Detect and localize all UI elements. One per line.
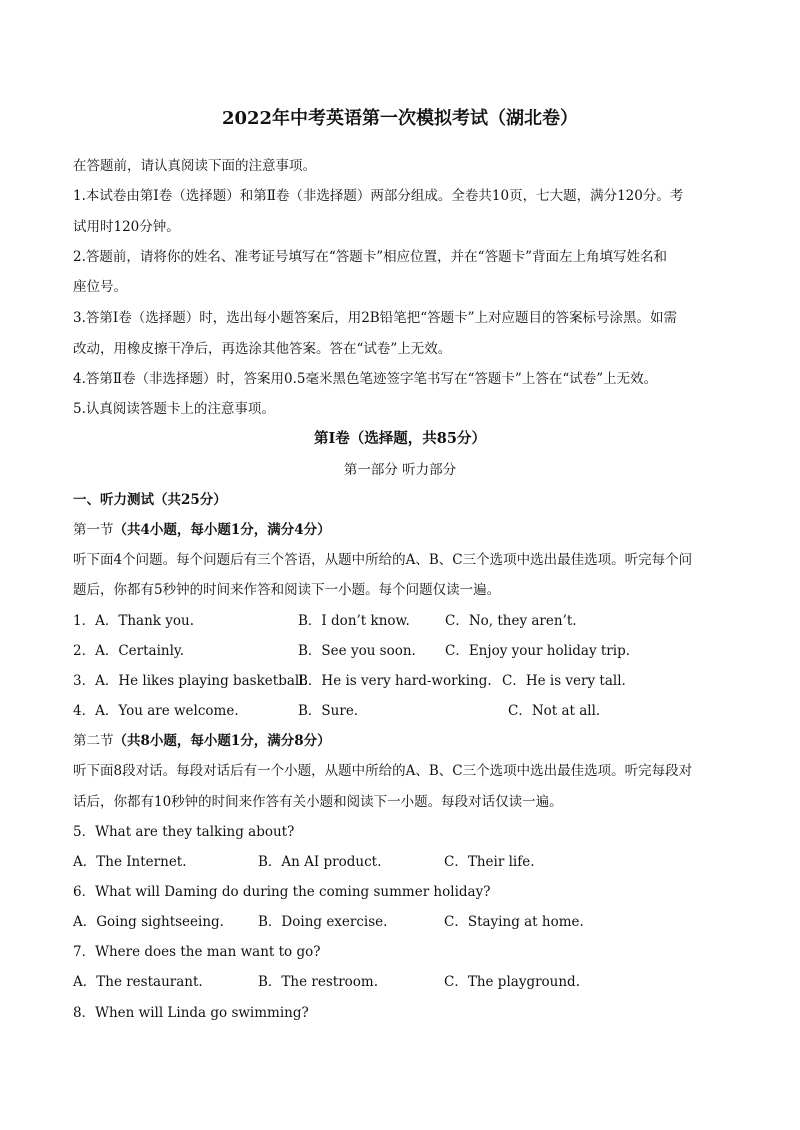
subsection-1-heading <box>73 518 727 538</box>
question-2 <box>0 639 800 659</box>
question-2-option-c: C．Enjoy your holiday trip. <box>445 643 630 659</box>
question-4 <box>0 699 800 719</box>
question-7-stem: 7．Where does the man want to go? <box>73 944 321 960</box>
question-3-option-a: 3．A．He likes playing basketball. <box>73 673 308 689</box>
exam-title: 2022年中考英语第一次模拟考试（湖北卷） <box>221 108 579 129</box>
question-2-option-a: 2．A．Certainly. <box>73 643 185 659</box>
question-7-option-a: A．The restaurant. <box>73 974 203 990</box>
question-5-option-a: A．The Internet. <box>73 854 187 870</box>
question-1-option-b: B．I don’t know. <box>298 613 410 629</box>
subsection-2-prefix: 第二节 <box>73 733 114 749</box>
question-8-stem: 8．When will Linda go swimming? <box>73 1005 309 1021</box>
notice-1-line-2: 试用时120分钟。 <box>73 219 180 235</box>
question-1-option-a: 1．A．Thank you. <box>73 613 194 629</box>
part-1-heading: 第一部分 听力部分 <box>343 462 457 478</box>
volume-1-heading: 第Ⅰ卷（选择题，共85分） <box>314 430 486 447</box>
question-5-stem: 5．What are they talking about? <box>73 824 295 840</box>
subsection-2-instructions-line-2: 话后，你都有10秒钟的时间来作答有关小题和阅读下一小题。每段对话仅读一遍。 <box>73 794 563 810</box>
question-6-option-a: A．Going sightseeing. <box>73 914 224 930</box>
subsection-2-info: （共8小题，每小题1分，满分8分） <box>113 733 331 749</box>
question-5-options <box>0 850 800 870</box>
question-7-option-c: C．The playground. <box>444 974 580 990</box>
question-7-options <box>0 970 800 990</box>
subsection-1-instructions-line-2: 题后，你都有5秒钟的时间来作答和阅读下一小题。每个问题仅读一遍。 <box>73 582 501 598</box>
question-6-options <box>0 910 800 930</box>
question-5-option-b: B．An AI product. <box>258 854 382 870</box>
question-5-option-c: C．Their life. <box>444 854 535 870</box>
subsection-1-instructions-line-1: 听下面4个问题。每个问题后有三个答语，从题中所给的A、B、C三个选项中选出最佳选项。听完每个问 <box>73 552 693 568</box>
subsection-1-prefix: 第一节 <box>73 522 114 538</box>
question-4-option-c: C．Not at all. <box>508 703 601 719</box>
notice-2-line-1: 2.答题前，请将你的姓名、准考证号填写在“答题卡”相应位置，并在“答题卡”背面左上角填写姓名和 <box>73 249 667 265</box>
question-3 <box>0 669 800 689</box>
question-6-option-b: B．Doing exercise. <box>258 914 388 930</box>
notice-2-line-2: 座位号。 <box>73 279 127 295</box>
question-2-option-b: B．See you soon. <box>298 643 416 659</box>
question-1-option-c: C．No, they aren’t. <box>445 613 577 629</box>
question-4-option-a: 4．A．You are welcome. <box>73 703 239 719</box>
question-6-stem: 6．What will Daming do during the coming summer holiday? <box>73 884 491 900</box>
question-1 <box>0 609 800 629</box>
question-4-option-b: B．Sure. <box>298 703 359 719</box>
question-7-option-b: B．The restroom. <box>258 974 378 990</box>
notice-4: 4.答第Ⅱ卷（非选择题）时，答案用0.5毫米黑色笔迹签字笔书写在“答题卡”上答在“试卷”上无效。 <box>73 371 658 387</box>
notice-1-line-1: 1.本试卷由第Ⅰ卷（选择题）和第Ⅱ卷（非选择题）两部分组成。全卷共10页，七大题，满分120分。考 <box>73 188 684 204</box>
section-1-heading: 一、听力测试（共25分） <box>73 492 227 508</box>
subsection-1-info: （共4小题，每小题1分，满分4分） <box>113 522 331 538</box>
subsection-2-instructions-line-1: 听下面8段对话。每段对话后有一个小题，从题中所给的A、B、C三个选项中选出最佳选项。听完每段对 <box>73 763 693 779</box>
notice-5: 5.认真阅读答题卡上的注意事项。 <box>73 401 275 417</box>
question-6-option-c: C．Staying at home. <box>444 914 584 930</box>
question-3-option-c: C．He is very tall. <box>502 673 626 689</box>
notice-3-line-2: 改动，用橡皮擦干净后，再选涂其他答案。答在“试卷”上无效。 <box>73 341 452 357</box>
notice-3-line-1: 3.答第Ⅰ卷（选择题）时，选出每小题答案后，用2B铅笔把“答题卡”上对应题目的答案标号涂黑。如需 <box>73 310 678 326</box>
subsection-2-heading <box>73 729 727 749</box>
notice-intro: 在答题前，请认真阅读下面的注意事项。 <box>73 158 316 174</box>
question-3-option-b: B．He is very hard-working. <box>298 673 492 689</box>
